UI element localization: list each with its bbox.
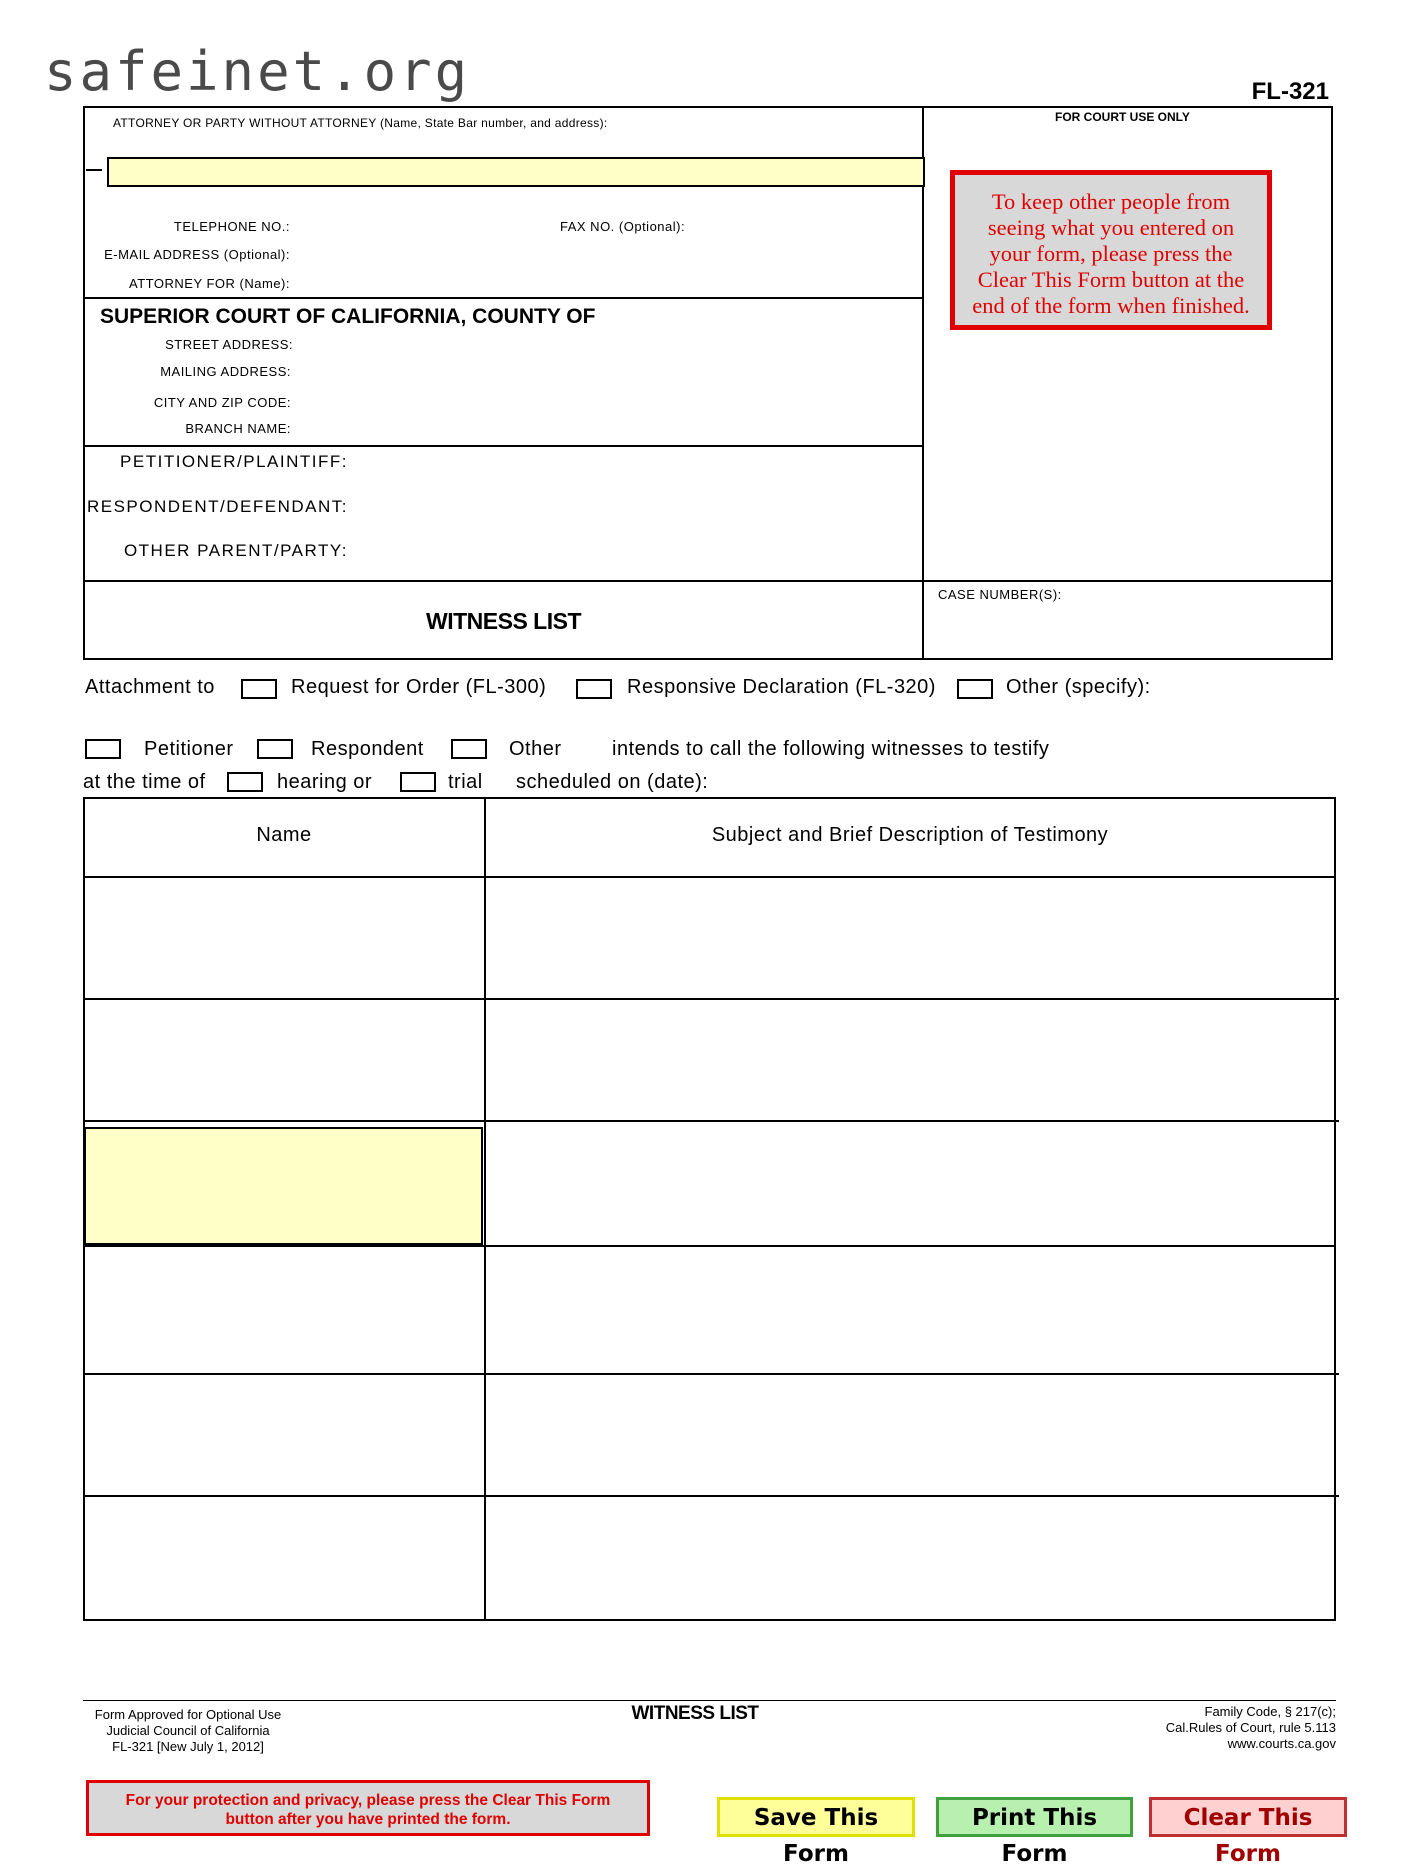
other-option-label: Other [509,738,562,760]
attachment-label: Attachment to [85,676,215,698]
print-form-button[interactable]: Print This Form [936,1797,1133,1837]
privacy-notice-box: To keep other people from seeing what you entered on your form, please press the Clear This Form button at the end of the form when finished. [950,170,1272,330]
witness-name-field-6[interactable] [85,1497,484,1619]
mailing-label: MAILING ADDRESS: [160,364,291,379]
respondent-option-label: Respondent [311,738,424,760]
court-use-label: FOR COURT USE ONLY [1055,110,1190,124]
hearing-label: hearing or [277,771,373,793]
witness-name-field-1[interactable] [85,878,484,998]
city-zip-label: CITY AND ZIP CODE: [153,395,291,410]
clear-form-button[interactable]: Clear This Form [1149,1797,1347,1837]
privacy-reminder [86,1780,650,1836]
petitioner-label: PETITIONER/PLAINTIFF: [120,452,348,471]
case-number-label: CASE NUMBER(S): [938,587,1062,602]
trial-label: trial [448,771,483,793]
witness-name-field-3[interactable] [84,1127,483,1245]
street-label: STREET ADDRESS: [165,337,293,352]
attach-fl320-checkbox[interactable] [576,679,612,699]
footer-approved: Form Approved for Optional Use [94,1707,282,1722]
email-label: E-MAIL ADDRESS (Optional): [104,247,290,262]
form-number: FL-321 [1251,78,1329,105]
respondent-checkbox[interactable] [257,739,293,759]
intent-text: intends to call the following witnesses to testify [612,738,1050,760]
witness-subject-field-6[interactable] [486,1497,1334,1619]
trial-checkbox[interactable] [400,772,436,792]
fax-label: FAX NO. (Optional): [560,219,686,234]
attach-fl300-checkbox[interactable] [241,679,277,699]
attorney-tick [86,169,102,171]
rule-parties [83,580,1333,582]
witness-subject-field-1[interactable] [486,878,1334,998]
other-parent-label: OTHER PARENT/PARTY: [123,541,348,560]
form-title: WITNESS LIST [426,608,581,634]
attorney-for-label: ATTORNEY FOR (Name): [129,276,290,291]
witness-name-field-4[interactable] [85,1247,484,1373]
witness-subject-field-4[interactable] [486,1247,1334,1373]
attach-other-checkbox[interactable] [957,679,993,699]
footer-rules-of-court: Cal.Rules of Court, rule 5.113 [1165,1720,1336,1735]
footer-rule [83,1700,1336,1701]
privacy-reminder-line1: For your protection and privacy, please press the Clear This Form [125,1792,611,1809]
watermark: safeinet.org [44,40,471,103]
rule-attorney [83,297,924,299]
attach-fl320-label: Responsive Declaration (FL-320) [627,676,936,698]
caption-divider [922,106,924,660]
witness-subject-field-3[interactable] [486,1122,1334,1245]
court-title: SUPERIOR COURT OF CALIFORNIA, COUNTY OF [100,305,596,328]
petitioner-checkbox[interactable] [85,739,121,759]
column-header-subject: Subject and Brief Description of Testimony [711,824,1109,846]
column-header-name: Name [256,824,312,846]
attach-fl300-label: Request for Order (FL-300) [291,676,547,698]
respondent-label: RESPONDENT/DEFENDANT: [86,497,348,516]
footer-right [1036,1704,1336,1752]
attach-other-label: Other (specify): [1006,676,1151,698]
footer-form-revision: FL-321 [New July 1, 2012] [112,1739,264,1754]
witness-name-field-2[interactable] [85,1000,484,1120]
telephone-label: TELEPHONE NO.: [173,219,290,234]
witness-name-field-5[interactable] [85,1375,484,1495]
witness-subject-field-2[interactable] [486,1000,1334,1120]
footer-title: WITNESS LIST [631,1703,759,1724]
attorney-name-field[interactable] [107,157,925,187]
footer-family-code: Family Code, § 217(c); [1204,1704,1336,1719]
rule-court [83,445,924,447]
footer-left [88,1707,288,1755]
attorney-label: ATTORNEY OR PARTY WITHOUT ATTORNEY (Name, State Bar number, and address): [113,116,608,130]
scheduled-date-label: scheduled on (date): [516,771,709,793]
footer-website: www.courts.ca.gov [1227,1736,1336,1751]
privacy-reminder-line2: button after you have printed the form. [225,1811,511,1828]
other-checkbox[interactable] [451,739,487,759]
hearing-checkbox[interactable] [227,772,263,792]
footer-council: Judicial Council of California [106,1723,270,1738]
petitioner-option-label: Petitioner [144,738,234,760]
save-form-button[interactable]: Save This Form [717,1797,915,1837]
at-time-label: at the time of [83,771,206,793]
witness-subject-field-5[interactable] [486,1375,1334,1495]
branch-label: BRANCH NAME: [185,421,291,436]
